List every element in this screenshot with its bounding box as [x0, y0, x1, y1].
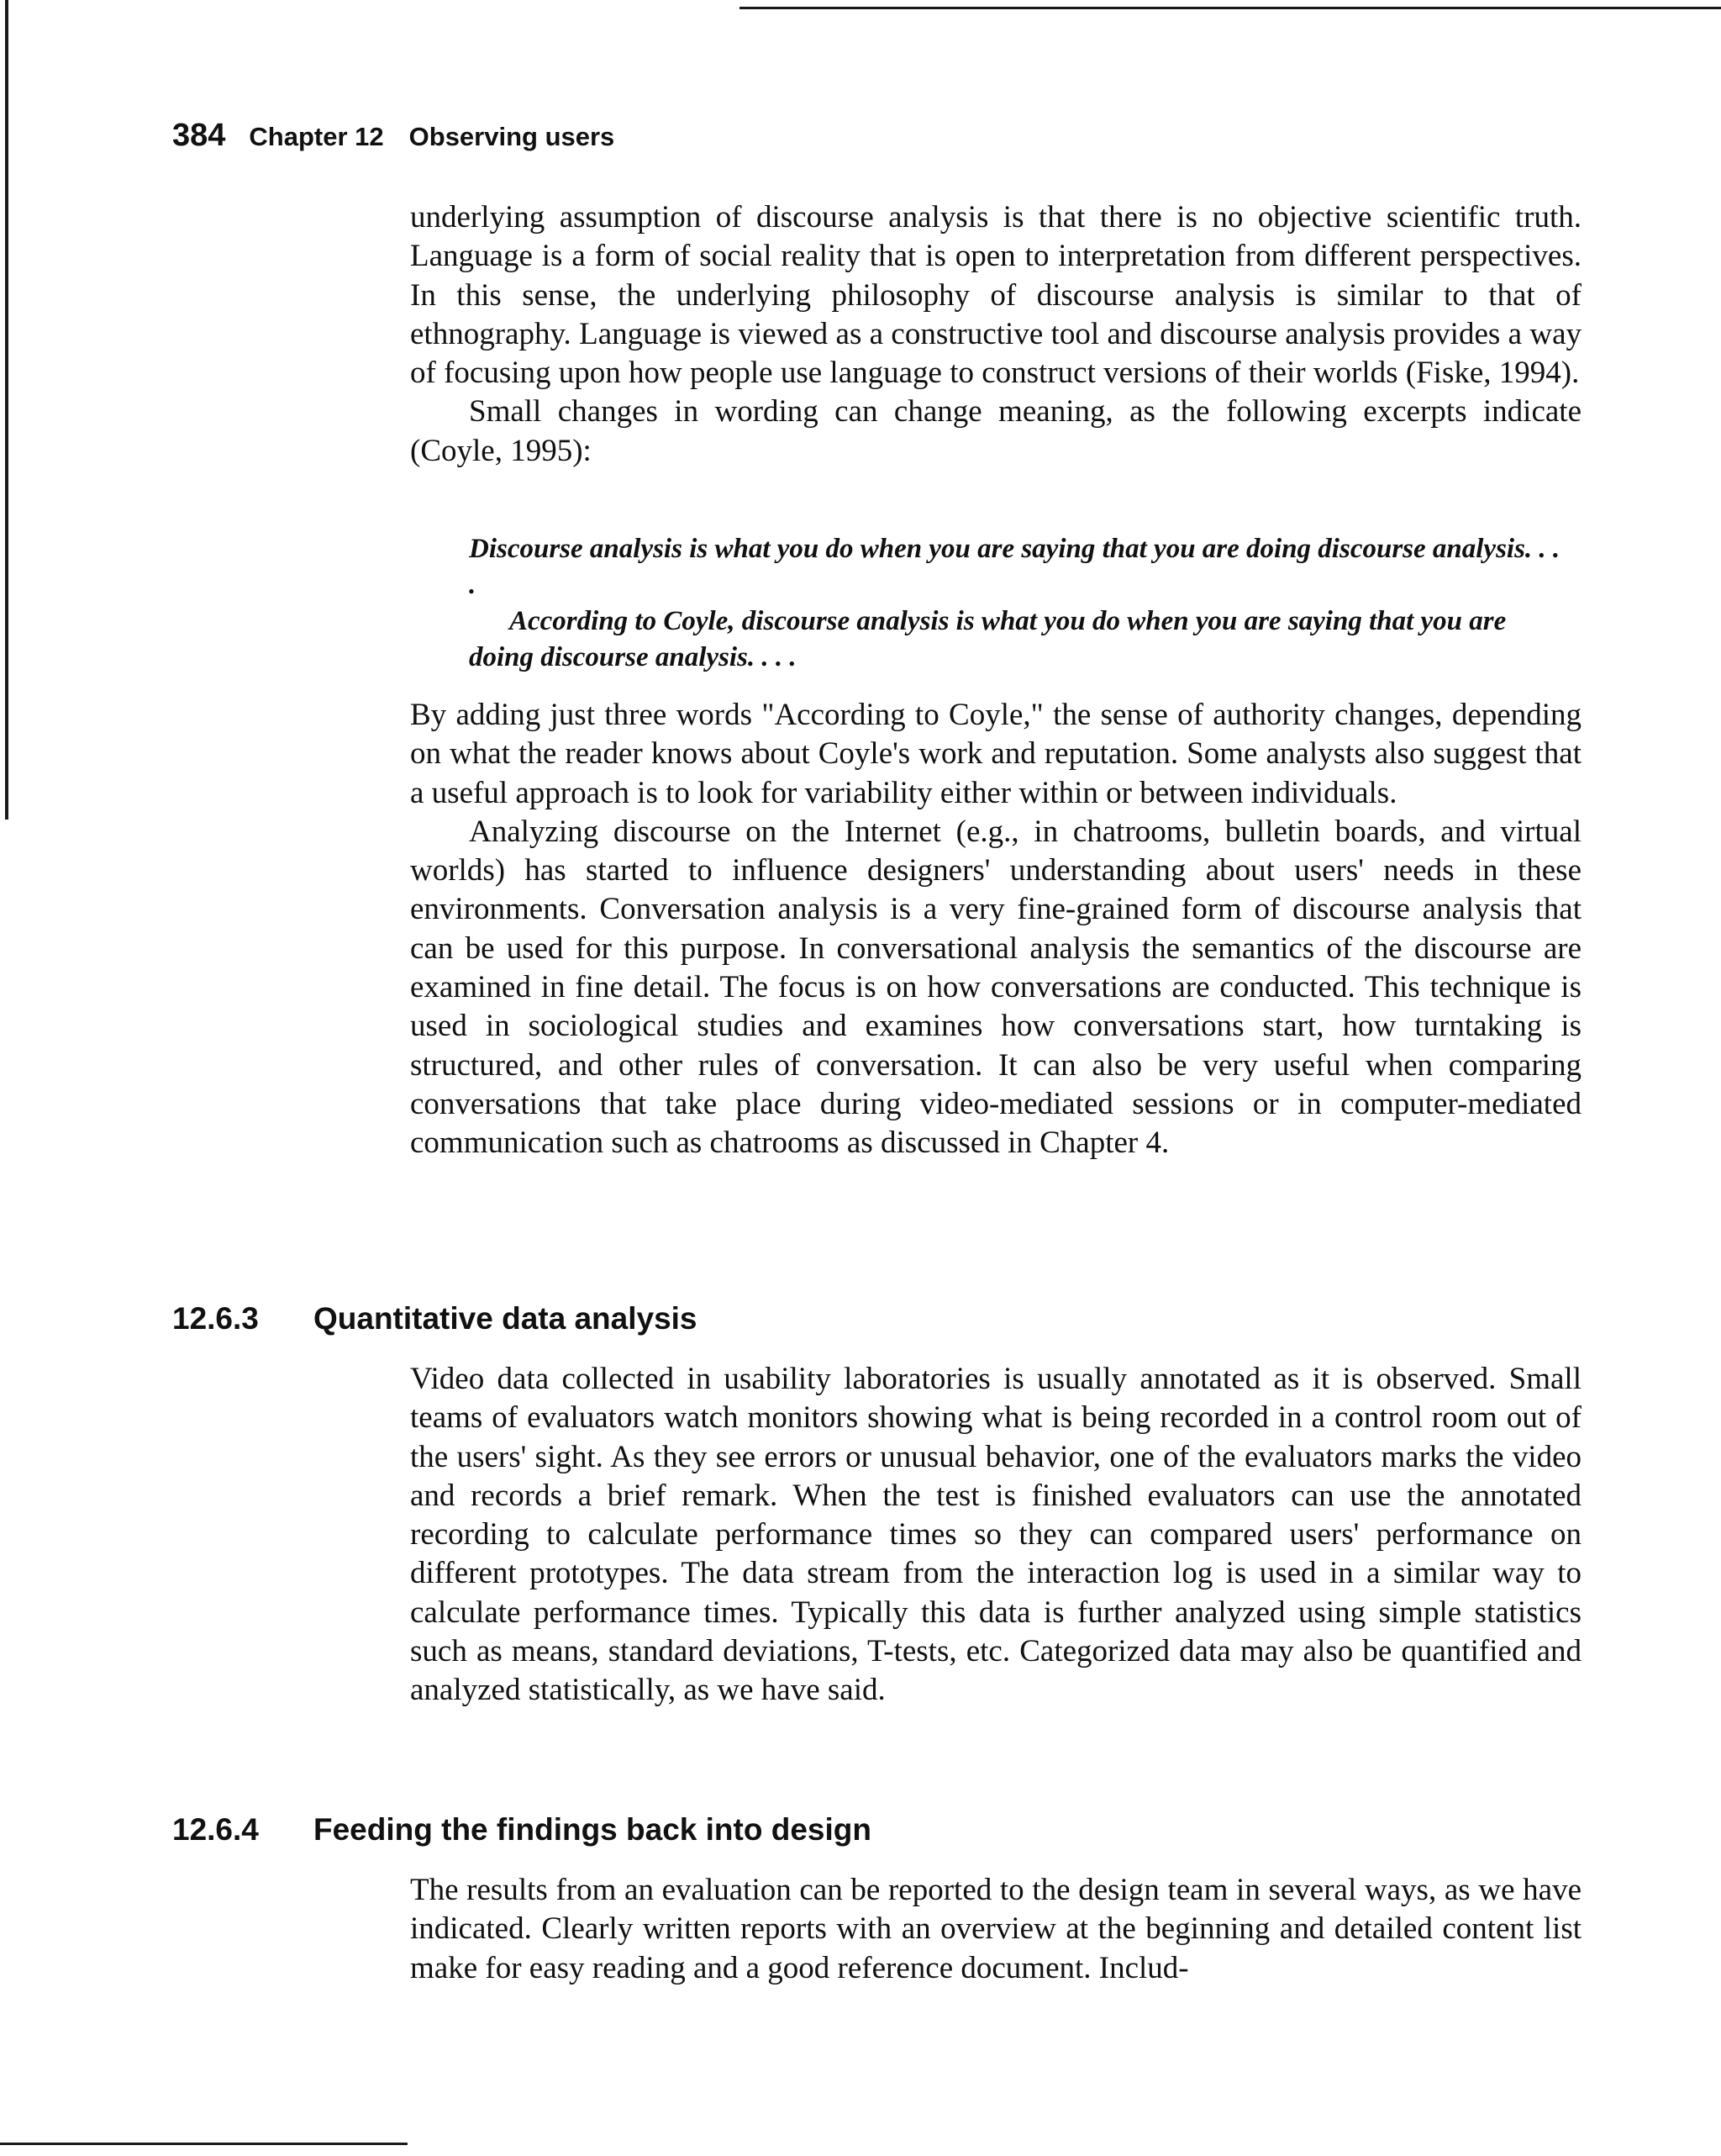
page-number: 384: [172, 118, 226, 153]
paragraph: By adding just three words "According to Coyle," the sense of authority changes, depending on what the reader knows about Coyle's work and reputation. Some analysts also suggest that a useful approach is to look for variability either within or between individuals.: [410, 698, 1582, 810]
body-block-2: [410, 696, 1582, 1163]
top-rule: [739, 7, 1721, 9]
section-title: Quantitative data analysis: [313, 1301, 697, 1336]
paragraph: Small changes in wording can change meaning, as the following excerpts indicate (Coyle, 1995):: [410, 394, 1582, 468]
body-block-1: [410, 198, 1582, 471]
quote-excerpt-1: Discourse analysis is what you do when you are saying that you are doing discourse analysis. . . .: [469, 534, 1560, 600]
section-label: Observing users: [408, 122, 615, 151]
block-quote: [469, 531, 1561, 676]
section-title: Feeding the findings back into design: [313, 1812, 871, 1847]
body-block-3: [410, 1360, 1582, 1711]
running-head: [172, 118, 614, 154]
quote-excerpt-2: According to Coyle, discourse analysis is what you do when you are saying that you are doing discourse analysis. . . .: [469, 606, 1507, 672]
paragraph: Video data collected in usability laboratories is usually annotated as it is observed. Small teams of evaluators watch monitors showing what is being recorded in a control room out of the users' sight. As they see errors or unusual behavior, one of the evaluators marks the video and records a brief remark. When the test is finished evaluators can use the annotated recording to calculate performance times so they can compared users' performance on different prototypes. The data stream from the interaction log is used in a similar way to calculate performance times. Typically this data is further analyzed using simple statistics such as means, standard deviations, T-tests, etc. Categorized data may also be quantified and analyzed statistically, as we have said.: [410, 1362, 1582, 1708]
paragraph: The results from an evaluation can be reported to the design team in several ways, as we have indicated. Clearly written reports with an overview at the beginning and detailed content list make for easy reading and a good reference document. Includ-: [410, 1873, 1582, 1985]
bottom-rule: [0, 2143, 408, 2145]
body-block-4: [410, 1871, 1582, 1988]
section-number: 12.6.4: [172, 1812, 259, 1847]
paragraph: underlying assumption of discourse analysis is that there is no objective scientific truth. Language is a form of social reality that is open to interpretation from different perspectives. In this sense, the underlying philosophy of discourse analysis is similar to that of ethnography. Language is viewed as a constructive tool and discourse analysis provides a way of focusing upon how people use language to construct versions of their worlds (Fiske, 1994).: [410, 200, 1582, 391]
section-number: 12.6.3: [172, 1301, 259, 1336]
chapter-label: Chapter 12: [249, 122, 384, 151]
section-heading-12-6-3: [172, 1301, 697, 1336]
left-margin-rule: [5, 0, 8, 820]
section-heading-12-6-4: [172, 1812, 871, 1848]
paragraph: Analyzing discourse on the Internet (e.g., in chatrooms, bulletin boards, and virtual worlds) has started to influence designers' understanding about users' needs in these environments. Conversation analysis is a very fine-grained form of discourse analysis that can be used for this purpose. In conversational analysis the semantics of the discourse are examined in fine detail. The focus is on how conversations are conducted. This technique is used in sociological studies and examines how conversations start, how turntaking is structured, and other rules of conversation. It can also be very useful when comparing conversations that take place during video-mediated sessions or in computer-mediated communication such as chatrooms as discussed in Chapter 4.: [410, 814, 1582, 1161]
